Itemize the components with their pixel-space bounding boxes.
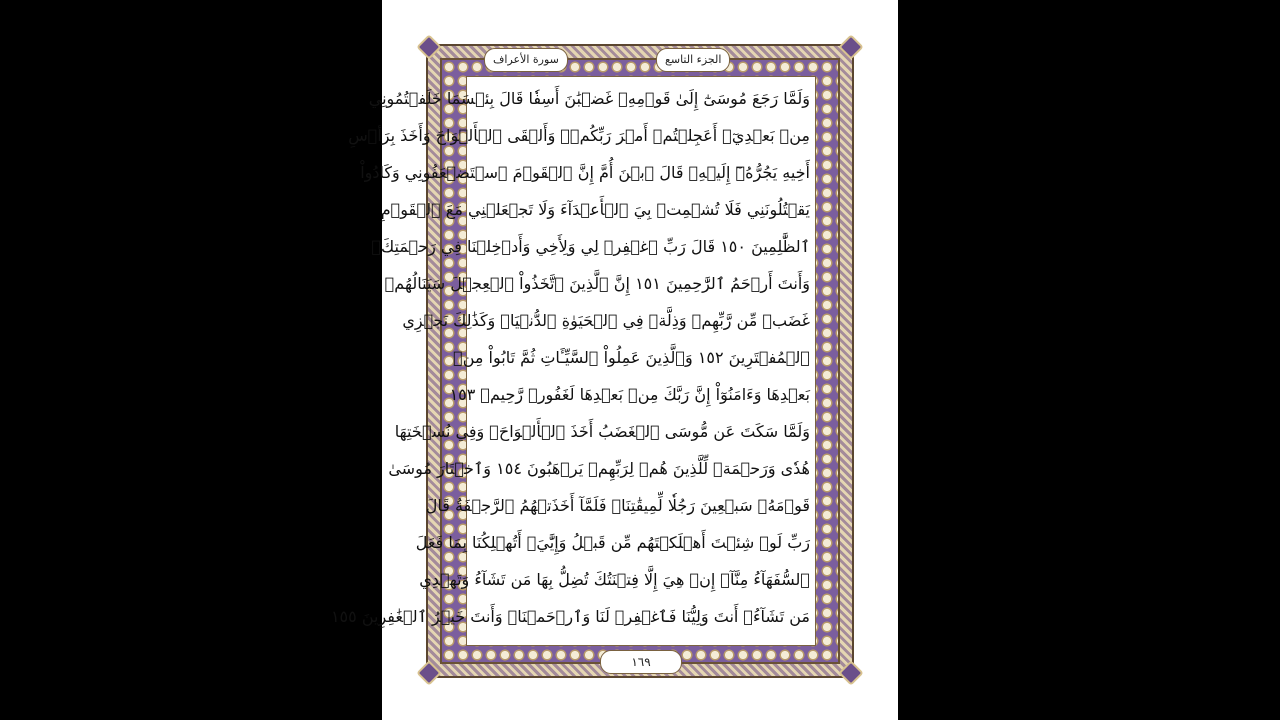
verse-block	[330, 84, 810, 640]
verse-line: بَعۡدِهَا وَءَامَنُوٓاْ إِنَّ رَبَّكَ مِنۢ بَعۡدِهَا لَغَفُورٞ رَّحِيمٞ ١٥٣	[449, 385, 810, 404]
surah-label: سورة الأعراف	[484, 48, 568, 72]
verse-line: ٱلسُّفَهَآءُ مِنَّآۖ إِنۡ هِيَ إِلَّا فِتۡنَتُكَ تُضِلُّ بِهَا مَن تَشَآءُ وَتَهۡدِي	[419, 570, 810, 589]
juz-label: الجزء التاسع	[656, 48, 730, 72]
page-number: ١٦٩	[600, 650, 682, 674]
verse-line: أَخِيهِ يَجُرُّهُۥٓ إِلَيۡهِۚ قَالَ ٱبۡنَ أُمَّ إِنَّ ٱلۡقَوۡمَ ٱسۡتَضۡعَفُونِي وَكَادُواْ	[360, 163, 810, 182]
verse-line: ٱلظَّٰلِمِينَ ١٥٠ قَالَ رَبِّ ٱغۡفِرۡ لِي وَلِأَخِي وَأَدۡخِلۡنَا فِي رَحۡمَتِكَۖ	[371, 237, 810, 256]
verse-line: غَضَبٞ مِّن رَّبِّهِمۡ وَذِلَّةٞ فِي ٱلۡحَيَوٰةِ ٱلدُّنۡيَاۚ وَكَذَٰلِكَ نَجۡزِي	[402, 311, 810, 330]
page-header	[466, 44, 816, 74]
verse-line: ٱلۡمُفۡتَرِينَ ١٥٢ وَٱلَّذِينَ عَمِلُواْ ٱلسَّيِّـَٔاتِ ثُمَّ تَابُواْ مِنۢ	[453, 348, 810, 367]
verse-line: يَقۡتُلُونَنِي فَلَا تُشۡمِتۡ بِيَ ٱلۡأَعۡدَآءَ وَلَا تَجۡعَلۡنِي مَعَ ٱلۡقَوۡمِ	[380, 200, 810, 219]
verse-line: وَلَمَّا رَجَعَ مُوسَىٰٓ إِلَىٰ قَوۡمِهِۦ غَضۡبَٰنَ أَسِفٗا قَالَ بِئۡسَمَا خَلَفۡتُمُونِي	[368, 89, 810, 108]
verse-line: مِنۢ بَعۡدِيٓۖ أَعَجِلۡتُمۡ أَمۡرَ رَبِّكُمۡۖ وَأَلۡقَى ٱلۡأَلۡوَاحَ وَأَخَذَ بِرَأۡسِ	[348, 126, 810, 145]
verse-line: وَلَمَّا سَكَتَ عَن مُّوسَى ٱلۡغَضَبُ أَخَذَ ٱلۡأَلۡوَاحَۖ وَفِي نُسۡخَتِهَا	[394, 422, 810, 441]
verse-line: مَن تَشَآءُۖ أَنتَ وَلِيُّنَا فَٱغۡفِرۡ لَنَا وَٱرۡحَمۡنَاۖ وَأَنتَ خَيۡرُ ٱلۡغَٰفِرِينَ ١٥٥	[330, 607, 810, 626]
verse-line: وَأَنتَ أَرۡحَمُ ٱلرَّٰحِمِينَ ١٥١ إِنَّ ٱلَّذِينَ ٱتَّخَذُواْ ٱلۡعِجۡلَ سَيَنَالُهُمۡ	[384, 274, 810, 293]
verse-line: رَبِّ لَوۡ شِئۡتَ أَهۡلَكۡتَهُم مِّن قَبۡلُ وَإِيَّٰيَۖ أَتُهۡلِكُنَا بِمَا فَعَلَ	[415, 533, 810, 552]
verse-line: هُدٗى وَرَحۡمَةٞ لِّلَّذِينَ هُمۡ لِرَبِّهِمۡ يَرۡهَبُونَ ١٥٤ وَٱخۡتَارَ مُوسَىٰ	[388, 459, 810, 478]
verse-line: قَوۡمَهُۥ سَبۡعِينَ رَجُلٗا لِّمِيقَٰتِنَاۖ فَلَمَّآ أَخَذَتۡهُمُ ٱلرَّجۡفَةُ قَالَ	[425, 496, 810, 515]
